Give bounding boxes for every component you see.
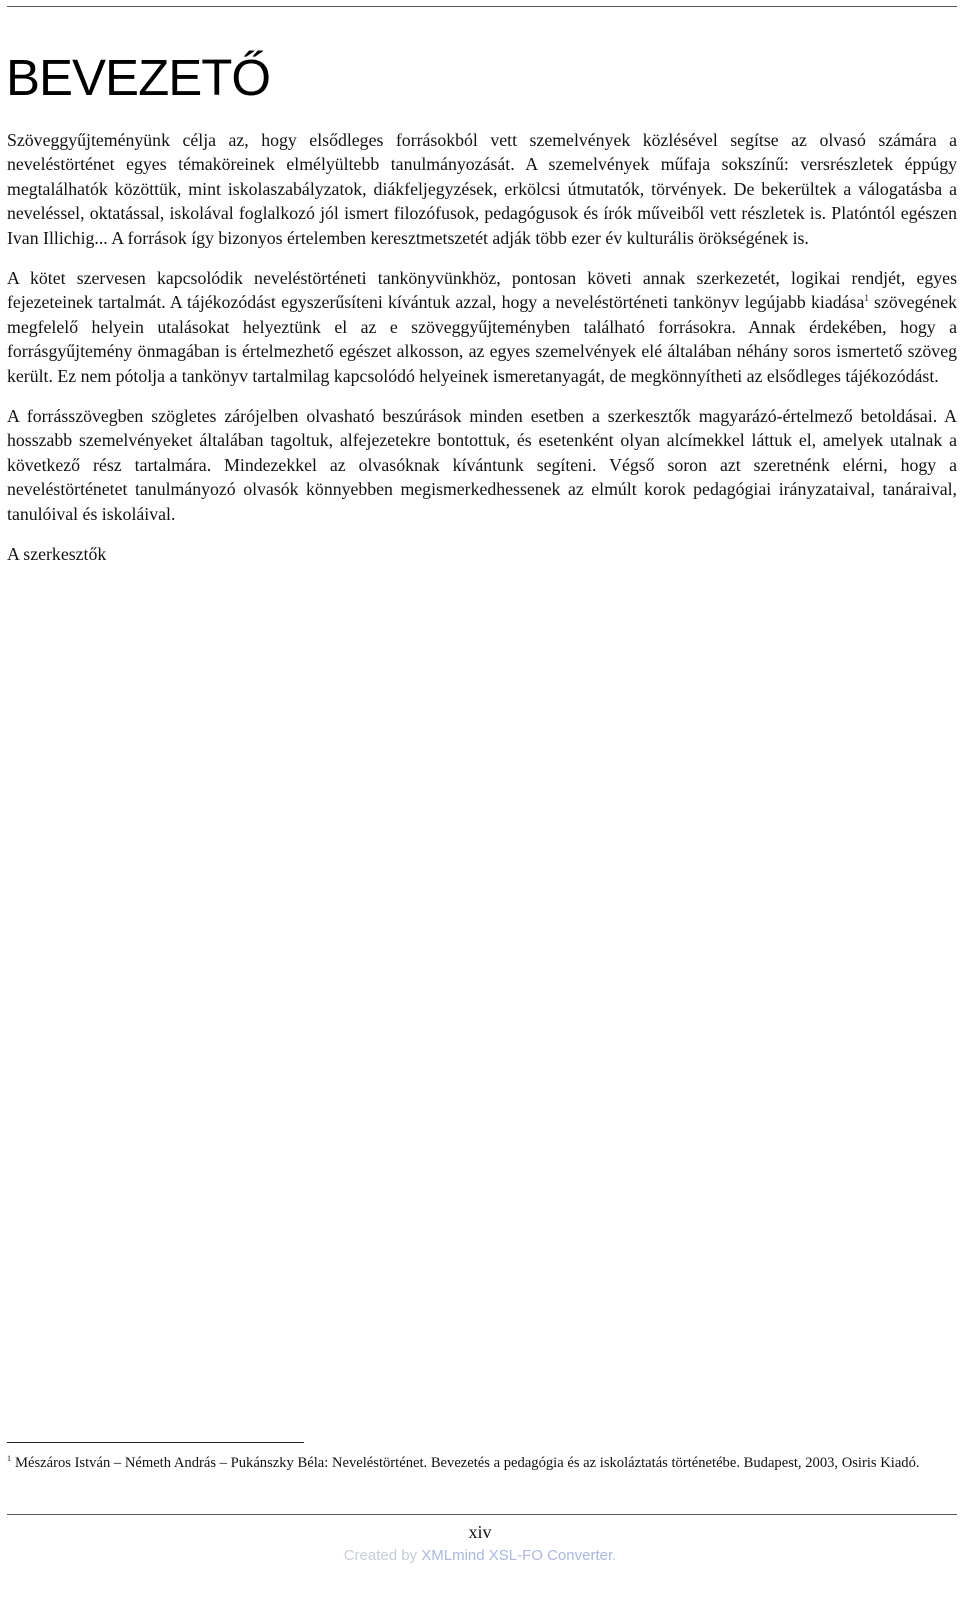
footnote-text: Mészáros István – Németh András – Pukánszky Béla: Neveléstörténet. Bevezetés a pedagógia és az iskoláztatás történetébe. Budapest, 2003, Osiris Kiadó. [15, 1455, 920, 1471]
paragraph-intro: Szöveggyűjteményünk célja az, hogy elsődleges forrásokból vett szemelvények közlésével segítse az olvasó számára a neveléstörténet egyes témaköreinek elmélyültebb tanulmányozását. A szemelvények műfaja sokszínű: versrészletek éppúgy megtalálhatók közöttük, mint iskolaszabályzatok, diákfeljegyzések, erkölcsi útmutatók, törvények. De bekerültek a válogatásba a neveléssel, oktatással, iskolával foglalkozó jól ismert filozófusok, pedagógusok és írók műveiből vett részletek is. Platóntól egészen Ivan Illichig... A források így bizonyos értelemben keresztmetszetét adják több ezer év kulturális örökségének is. [7, 130, 957, 248]
watermark-brand: XMLmind XSL-FO Converter [421, 1547, 613, 1564]
paragraph-textbook-link-part-1: A kötet szervesen kapcsolódik neveléstörténeti tankönyvünkhöz, pontosan követi annak szerkezetét, logikai rendjét, egyes fejezeteinek tartalmát. A tájékozódást egyszerűsíteni kívántuk azzal, hogy a neveléstörténeti tankönyv legújabb kiadása [7, 268, 957, 313]
footer-rule [7, 1514, 957, 1515]
page-number: xiv [468, 1522, 492, 1542]
paragraph-editing-notes: A forrásszövegben szögletes zárójelben olvasható beszúrások minden esetben a szerkesztők magyarázó-értelmező betoldásai. A hosszabb szemelvényeket általában tagoltuk, alfejezetekre bontottuk, és esetenként olyan alcímekkel láttuk el, amelyek utalnak a következő rész tartalmára. Mindezekkel az olvasóknak kívántunk segíteni. Végső soron azt szeretnénk elérni, hogy a neveléstörténetet tanulmányozó olvasók könnyebben megismerkedhessenek az elmúlt korok pedagógiai irányzataival, tanáraival, tanulóival és iskoláival. [7, 406, 957, 524]
paragraph-textbook-link [7, 266, 957, 388]
header-rule [7, 6, 957, 7]
signature: A szerkesztők [7, 544, 107, 565]
watermark-prefix: Created by [343, 1547, 422, 1564]
paragraph-textbook-link-part-2: szövegének megfelelő helyein utalásokat helyeztünk el az e szöveggyűjteményben található forrásokra. Annak érdekében, hogy a forrásgyűjtemény önmagában is értelmezhető egészet alkosson, az egyes szemelvények elé általában néhány soros ismertető szöveg került. Ez nem pótolja a tankönyv tartalmilag kapcsolódó helyeinek ismeretanyagát, de megkönnyítheti az elsődleges tájékozódást. [7, 292, 957, 386]
footnote-rule [7, 1442, 304, 1443]
page-title: BEVEZETŐ [6, 49, 271, 106]
footnote-marker: 1 [7, 1454, 11, 1464]
body-text [7, 128, 957, 566]
converter-watermark [0, 1546, 960, 1566]
watermark-suffix: . [612, 1547, 617, 1564]
footnote [7, 1452, 957, 1475]
footnote-reference[interactable]: 1 [864, 293, 869, 304]
